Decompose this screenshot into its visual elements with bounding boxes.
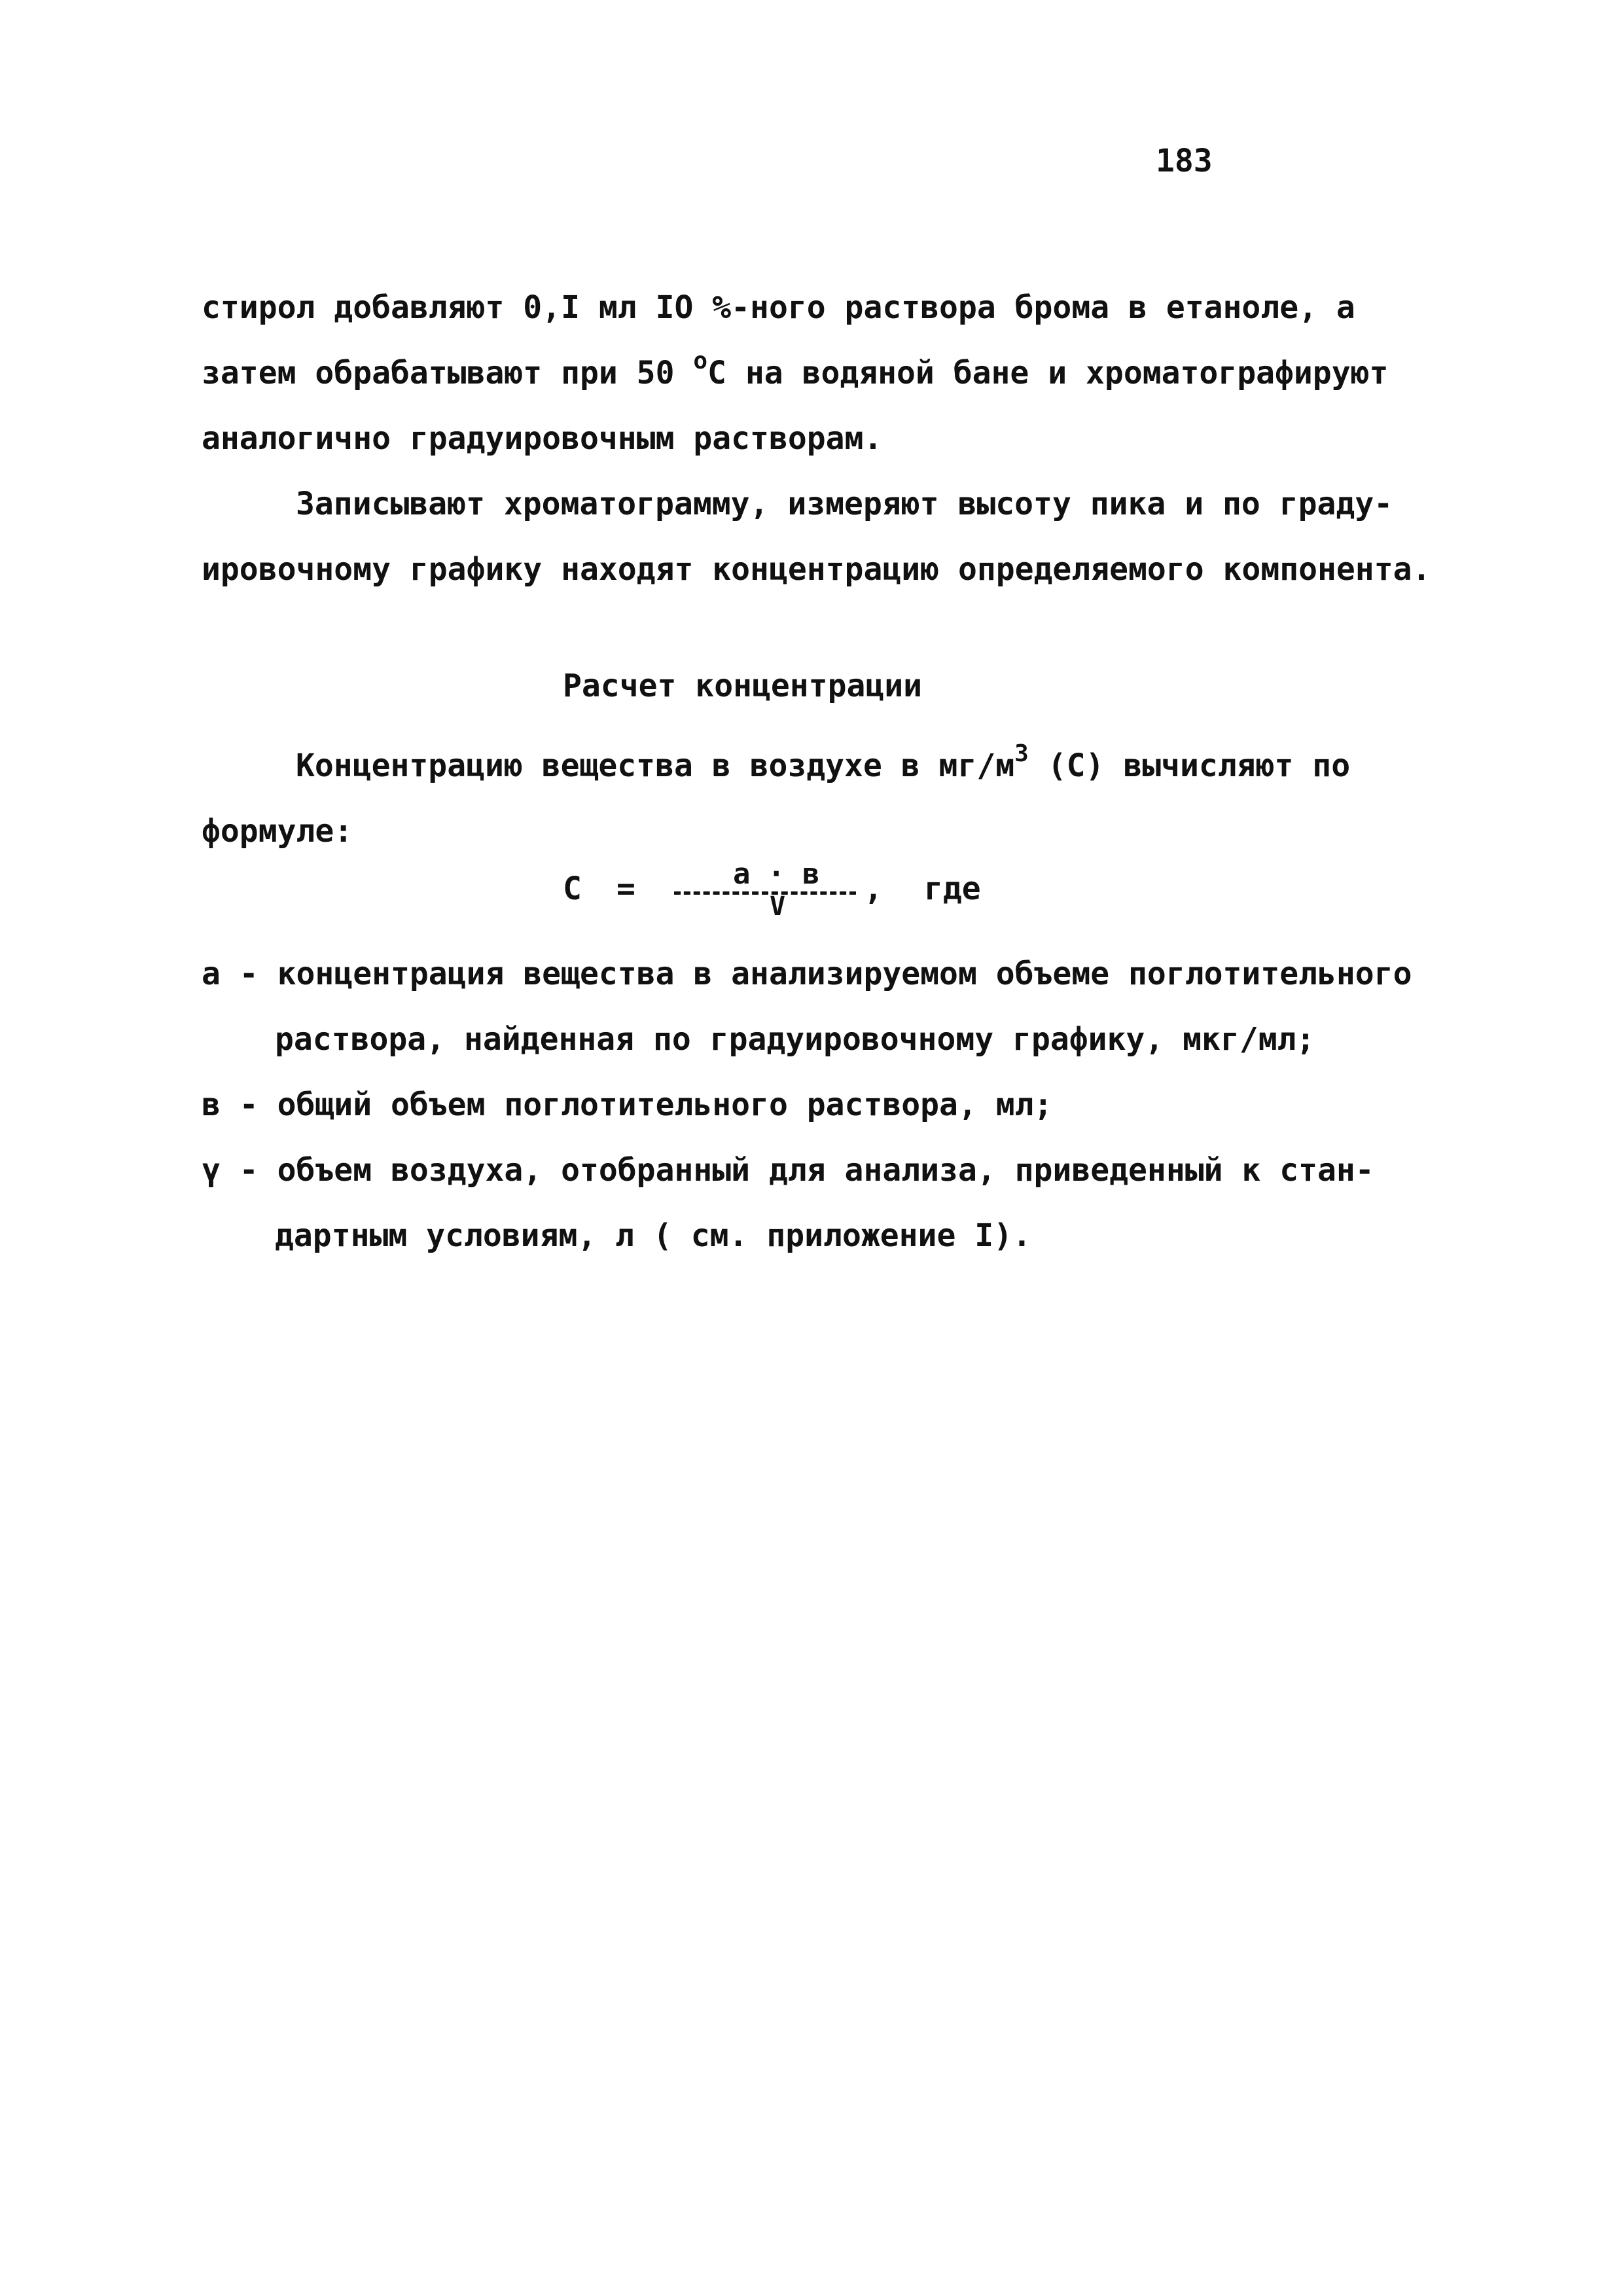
paragraph3-line1 [296, 740, 1351, 784]
paragraph1-line3: аналогично градуировочным растворам. [202, 420, 883, 457]
cube-exponent: 3 [1014, 740, 1029, 767]
paragraph2-line2: ировочному графику находят концентрацию определяемого компонента. [202, 551, 1431, 588]
formula-denominator: V [770, 891, 786, 922]
paragraph1-line2-end: C на водяной бане и хроматографируют [707, 355, 1389, 391]
section-heading: Расчет концентрации [563, 668, 923, 704]
paragraph1-line2-start: затем обрабатывают при 50 [202, 355, 694, 391]
definition-b-line1: в - общий объем поглотительного раствора, мл; [202, 1086, 1053, 1123]
formula-equals: = [616, 870, 635, 907]
paragraph3-line2: формуле: [202, 813, 353, 850]
formula-where: где [924, 870, 981, 907]
concentration-formula [563, 857, 1086, 922]
paragraph2-line1: Записывают хроматограмму, измеряют высоту пика и по граду- [296, 486, 1393, 522]
formula-comma: , [864, 870, 883, 907]
definition-v-line2: дартным условиям, л ( см. приложение I). [275, 1217, 1031, 1254]
formula-numerator: a · в [733, 857, 820, 891]
degree-symbol: o [693, 348, 708, 374]
definition-a-line1: а - концентрация вещества в анализируемом объеме поглотительного [202, 956, 1412, 992]
fraction-bar [674, 891, 856, 895]
paragraph1-line1: стирол добавляют 0,I мл IO %-ного раствора брома в етаноле, а [202, 289, 1355, 326]
paragraph1-line2 [202, 348, 1389, 391]
definition-a-line2: раствора, найденная по градуировочному графику, мкг/мл; [275, 1021, 1315, 1058]
page-number: 183 [1156, 143, 1213, 179]
formula-lhs: C [563, 870, 582, 907]
definition-v-line1: ү - объем воздуха, отобранный для анализа, приведенный к стан- [202, 1152, 1374, 1189]
paragraph3-line1-end: (C) вычисляют по [1028, 747, 1351, 784]
paragraph3-line1-start: Концентрацию вещества в воздухе в мг/м [296, 747, 1015, 784]
